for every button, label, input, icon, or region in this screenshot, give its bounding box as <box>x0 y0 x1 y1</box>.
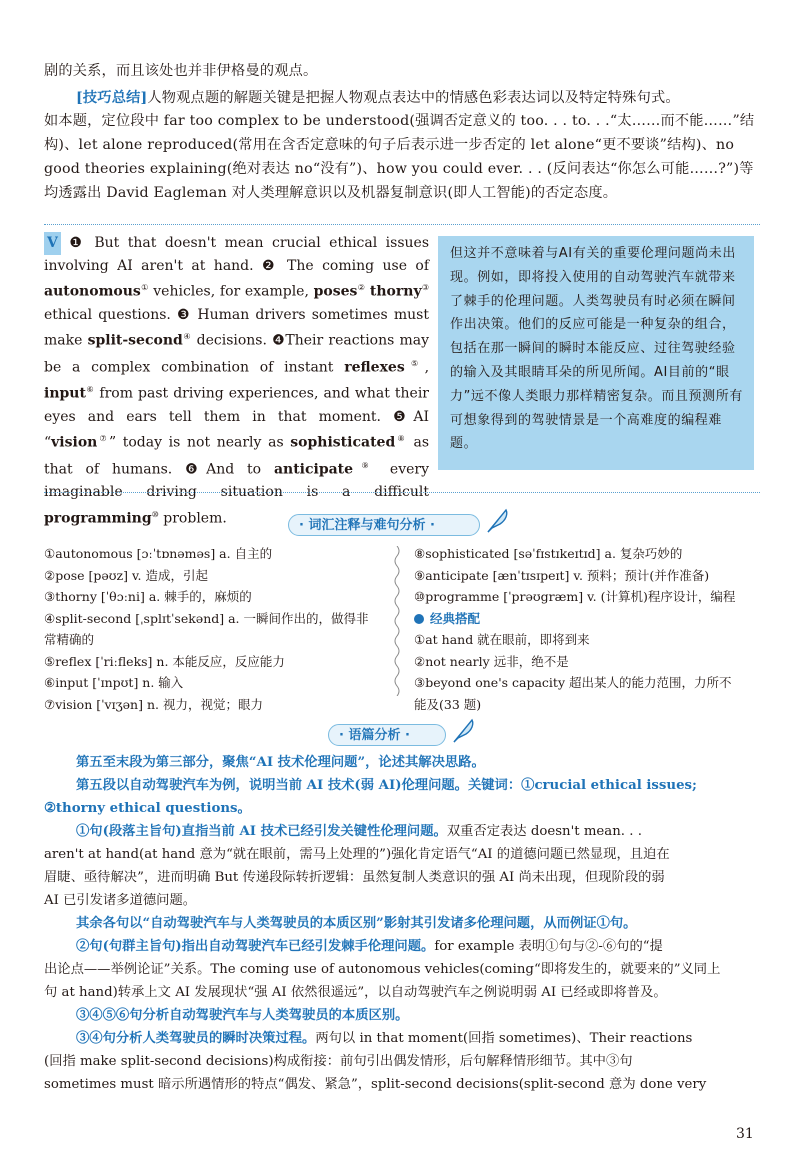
column-divider <box>392 546 402 696</box>
vocab-word: split-second <box>87 333 183 350</box>
collocation-entry: ③beyond one's capacity 超出某人的能力范围，力所不 <box>414 675 732 690</box>
vocab-word: input <box>44 385 86 402</box>
paragraph-label: V <box>44 232 61 255</box>
analysis-heading: ②thorny ethical questions。 <box>44 801 251 816</box>
vocab-entry: ⑧sophisticated [səˈfɪstɪkeɪtɪd] a. 复杂巧妙的 <box>414 546 683 561</box>
analysis-heading: 其余各句以“自动驾驶汽车与人类驾驶员的本质区别”影射其引发诸多伦理问题，从而例证①句。 <box>76 916 637 931</box>
tip-summary-tag: [技巧总结] <box>76 90 148 106</box>
sentence-marker: ❺ <box>393 408 414 425</box>
sentence-marker: ❷ <box>262 257 279 274</box>
vocab-entry: ⑥input [ˈɪnpʊt] n. 输入 <box>44 675 184 690</box>
vocab-entry: ③thorny [ˈθɔːni] a. 棘手的，麻烦的 <box>44 589 252 604</box>
analysis-paragraph: ①句(段落主旨句)直指当前 AI 技术已经引发关键性伦理问题。双重否定表达 doesn't mean. . . <box>76 824 642 839</box>
collocation-entry: 能及(33 题) <box>414 696 482 712</box>
text-line: 均透露出 David Eagleman 对人类理解意识以及机器复制意识(即人工智能)的否定态度。 <box>44 185 618 201</box>
vocab-entry: ①autonomous [ɔːˈtɒnəməs] a. 自主的 <box>44 546 273 561</box>
analysis-line: 出论点——举例论证”关系。The coming use of autonomous vehicles(coming“即将发生的，就要来的”义同上 <box>44 962 721 977</box>
sentence-marker: ❻ <box>185 461 207 478</box>
tip-summary-line <box>76 87 766 109</box>
analysis-line: AI 已引发诸多道德问题。 <box>44 893 197 908</box>
vocab-entry: ⑤reflex [ˈriːfleks] n. 本能反应，反应能力 <box>44 653 285 669</box>
collocation-header: 经典搭配 <box>414 608 764 630</box>
analysis-line: 句 at hand)转承上文 AI 发展现状“强 AI 依然很遥远”，以自动驾驶汽车之例说明弱 AI 已经或即将普及。 <box>44 985 667 1000</box>
sentence: ” today is not nearly as <box>108 434 284 451</box>
vocab-word: autonomous <box>44 284 141 301</box>
vocab-word: vision <box>51 434 98 451</box>
analysis-heading: 第五至末段为第三部分，聚焦“AI 技术伦理问题”，论述其解决思路。 <box>76 755 485 770</box>
text-line: 构)、let alone reproduced(常用在含否定意味的句子后表示进一步否定的 let alone“更不要谈”结构)、no <box>44 137 735 153</box>
sentence: Human drivers sometimes must make <box>44 306 429 350</box>
analysis-line: 眉睫、亟待解决”，进而明确 But 传递段际转折逻辑：虽然复制人类意识的强 AI 尚未出现，但现阶段的弱 <box>44 870 665 885</box>
sentence: problem. <box>163 510 227 527</box>
vocab-entry: ④split-second [ˌsplɪtˈsekənd] a. 一瞬间作出的，做得非 <box>44 610 369 626</box>
vocab-entry: ⑩programme [ˈprəʊgræm] v. (计算机)程序设计，编程 <box>414 589 736 604</box>
analysis-paragraph: ②句(句群主旨句)指出自动驾驶汽车已经引发棘手伦理问题。for example 表明①句与②-⑥句的“提 <box>76 939 663 954</box>
bullet-icon <box>414 614 424 624</box>
vocab-entry: ⑦vision [ˈvɪʒən] n. 视力，视觉；眼力 <box>44 696 263 712</box>
divider <box>44 224 760 225</box>
sentence-marker: ❸ <box>176 306 192 323</box>
vocab-word: poses <box>313 284 358 301</box>
sentence-marker: ❶ <box>69 235 86 251</box>
page-number: 31 <box>736 1126 754 1142</box>
sentence: AI “ <box>44 408 430 451</box>
analysis-line: (回指 make split-second decisions)构成衔接：前句引出偶发情形，后句解释情形细节。其中③句 <box>44 1054 633 1069</box>
text-line: 剧的关系，而且该处也并非伊格曼的观点。 <box>44 63 318 79</box>
vocab-section-header: · 词汇注释与难句分析 · <box>288 514 480 536</box>
text-line: good theories explaining(绝对表达 no“没有”)、how you could ever. . . (反问表达“你怎么可能……?”)等 <box>44 161 754 177</box>
sentence: every imaginable driving situation is a difficult <box>44 461 429 500</box>
feather-pen-icon <box>450 716 476 744</box>
sentence: vehicles, for example, <box>153 284 309 301</box>
analysis-line: sometimes must 暗示所遇情形的特点“偶发、紧急”，split-second decisions(split-second 意为 done very <box>44 1077 707 1092</box>
analysis-heading: 第五段以自动驾驶汽车为例，说明当前 AI 技术(弱 AI)伦理问题。关键词：①crucial ethical issues; <box>76 778 697 793</box>
analysis-section-header: · 语篇分析 · <box>328 724 446 746</box>
sentence-marker: ❹ <box>272 333 286 350</box>
vocab-entry: ②pose [pəʊz] v. 造成，引起 <box>44 567 209 583</box>
vocab-entry: 常精确的 <box>44 632 95 647</box>
sentence: But that doesn't mean crucial ethical issues involving AI aren't at hand. <box>44 235 430 274</box>
vocab-entry: ⑨anticipate [ænˈtɪsɪpeɪt] v. 预料；预计(并作准备) <box>414 567 710 583</box>
analysis-heading: ③④⑤⑥句分析自动驾驶汽车与人类驾驶员的本质区别。 <box>76 1008 409 1023</box>
collocation-entry: ②not nearly 远非，绝不是 <box>414 653 569 669</box>
vocab-list-left <box>44 543 384 715</box>
sentence: ethical questions. <box>44 306 171 323</box>
english-passage: V ❶ But that doesn't mean crucial ethical issues involving AI aren't at hand. ❷ The coming use of autonomous① vehicles, for example, poses② thorny③ ethical questions. ❸ Human drivers sometimes must make split-second④ decisions. ❹Their reactions may be a complex combination of instant reflexes⑤, input⑥ from past driving experiences, and what their eyes and ears tell them in that moment. ❺AI “vision⑦” today is not nearly as sophisticated⑧ as that of humans. ❻And to anticipate⑨ every imaginable driving situation is a difficult programming⑩ problem. <box>44 232 429 530</box>
collocation-entry: ①at hand 就在眼前，即将到来 <box>414 632 590 647</box>
feather-pen-icon <box>484 506 510 534</box>
sentence: And to <box>206 461 262 478</box>
translation-box: 但这并不意味着与AI有关的重要伦理问题尚未出现。例如，即将投入使用的自动驾驶汽车就带来了棘手的伦理问题。人类驾驶员有时必须在瞬间作出决策。他们的反应可能是一种复杂的组合，包括在那一瞬间的瞬时本能反应、过往驾驶经验的输入及其眼睛耳朵的所见所闻。AI目前的“眼力”远不像人类眼力那样精密复杂。而且预测所有可想象得到的驾驶情景是一个高难度的编程难题。 <box>438 236 754 470</box>
vocab-list-right <box>414 543 764 715</box>
tip-summary-text: 人物观点题的解题关键是把握人物观点表达中的情感色彩表达词以及特定特殊句式。 <box>147 90 680 106</box>
analysis-paragraph: ③④句分析人类驾驶员的瞬时决策过程。两句以 in that moment(回指 sometimes)、Their reactions <box>76 1031 693 1046</box>
divider <box>44 492 760 493</box>
sentence: from past driving experiences, and what their eyes and ears tell them in that moment. <box>44 385 429 425</box>
sentence: as that of humans. <box>44 434 430 478</box>
vocab-word: sophisticated <box>290 434 396 451</box>
vocab-word: reflexes <box>344 359 405 376</box>
text-line: 如本题，定位段中 far too complex to be understood(强调否定意义的 too. . . to. . .“太……而不能……”结 <box>44 113 755 129</box>
sentence: The coming use of <box>287 257 430 274</box>
analysis-line: aren't at hand(at hand 意为“就在眼前，需马上处理的”)强化肯定语气“AI 的道德问题已然显现，且迫在 <box>44 847 670 862</box>
sentence: decisions. <box>196 333 267 350</box>
sentence: Their reactions may be a complex combination of instant <box>44 333 430 376</box>
vocab-word: thorny <box>369 284 422 301</box>
vocab-word: anticipate <box>273 461 354 478</box>
vocab-word: programming <box>44 510 152 527</box>
